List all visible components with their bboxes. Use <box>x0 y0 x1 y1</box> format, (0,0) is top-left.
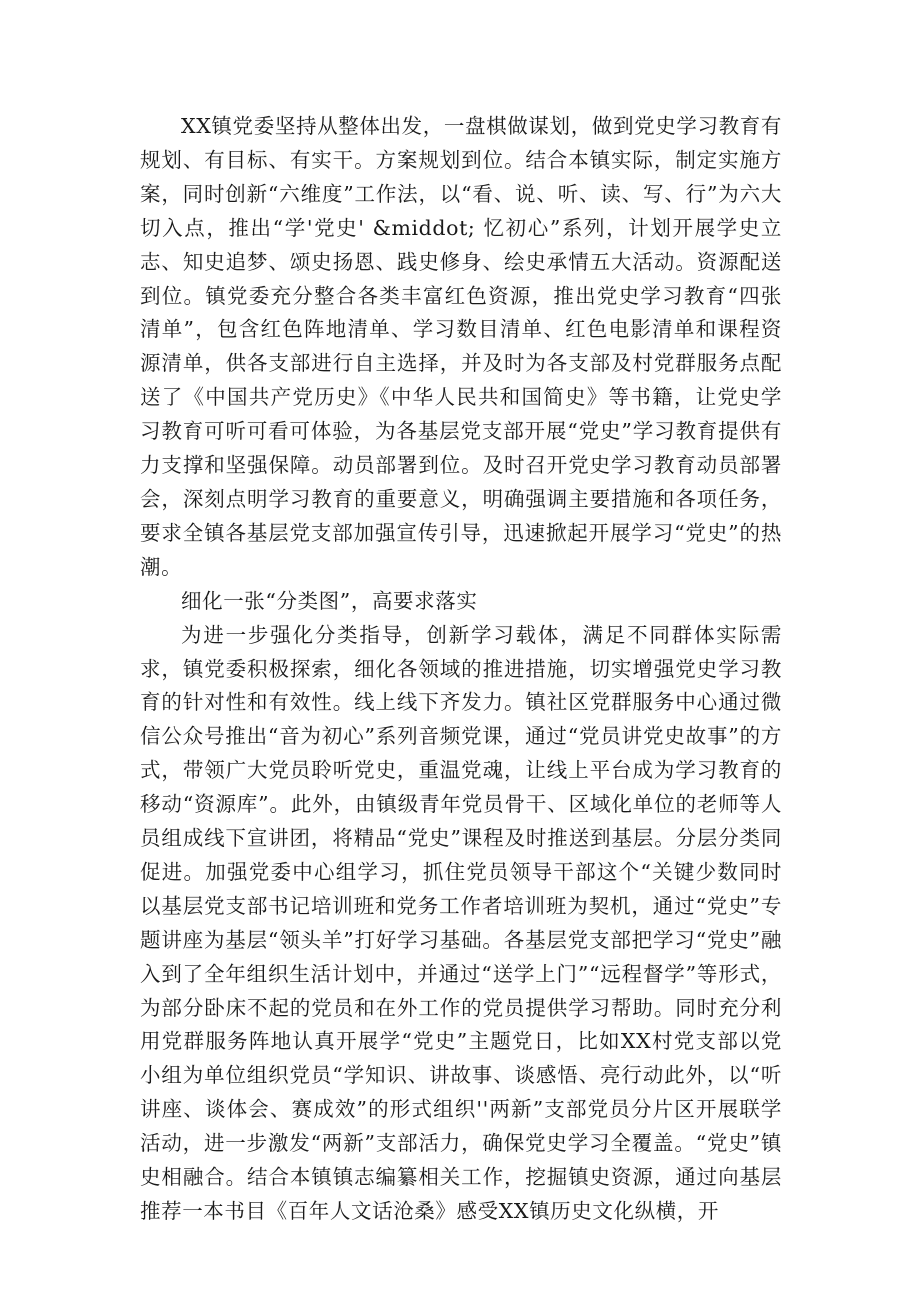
document-body <box>140 110 782 1229</box>
body-paragraph: XX镇党委坚持从整体出发，一盘棋做谋划，做到党史学习教育有规划、有目标、有实干。方案规划到位。结合本镇实际，制定实施方案，同时创新“六维度”工作法，以“看、说、听、读、写、行”为六大切入点，推出“学'党史' &middot; 忆初心”系列，计划开展学史立志、知史追梦、颂史扬恩、践史修身、绘史承情五大活动。资源配送到位。镇党委充分整合各类丰富红色资源，推出党史学习教育“四张清单”，包含红色阵地清单、学习数目清单、红色电影清单和课程资源清单，供各支部进行自主选择，并及时为各支部及村党群服务点配送了《中国共产党历史》《中华人民共和国简史》等书籍，让党史学习教育可听可看可体验，为各基层党支部开展“党史”学习教育提供有力支撑和坚强保障。动员部署到位。及时召开党史学习教育动员部署会，深刻点明学习教育的重要意义，明确强调主要措施和各项任务，要求全镇各基层党支部加强宣传引导，迅速掀起开展学习“党史”的热潮。 <box>140 114 782 579</box>
body-paragraph: 为进一步强化分类指导，创新学习载体，满足不同群体实际需求，镇党委积极探索，细化各领域的推进措施，切实增强党史学习教育的针对性和有效性。线上线下齐发力。镇社区党群服务中心通过微信公众号推出“音为初心”系列音频党课，通过“党员讲党史故事”的方式，带领广大党员聆听党史，重温党魂，让线上平台成为学习教育的移动“资源库”。此外，由镇级青年党员骨干、区域化单位的老师等人员组成线下宣讲团，将精品“党史”课程及时推送到基层。分层分类同促进。加强党委中心组学习，抓住党员领导干部这个“关键少数同时以基层党支部书记培训班和党务工作者培训班为契机，通过“党史”专题讲座为基层“领头羊”打好学习基础。各基层党支部把学习“党史”融入到了全年组织生活计划中，并通过“送学上门”“远程督学”等形式，为部分卧床不起的党员和在外工作的党员提供学习帮助。同时充分利用党群服务阵地认真开展学“党史”主题党日，比如XX村党支部以党小组为单位组织党员“学知识、讲故事、谈感悟、亮行动此外，以“听讲座、谈体会、赛成效”的形式组织''两新”支部党员分片区开展联学活动，进一步激发“两新”支部活力，确保党史学习全覆盖。“党史”镇史相融合。结合本镇镇志编纂相关工作，挖掘镇史资源，通过向基层推荐一本书目《百年人文话沧桑》感受XX镇历史文化纵横，开 <box>140 622 782 1223</box>
section-heading: 细化一张“分类图”，高要求落实 <box>181 588 478 613</box>
